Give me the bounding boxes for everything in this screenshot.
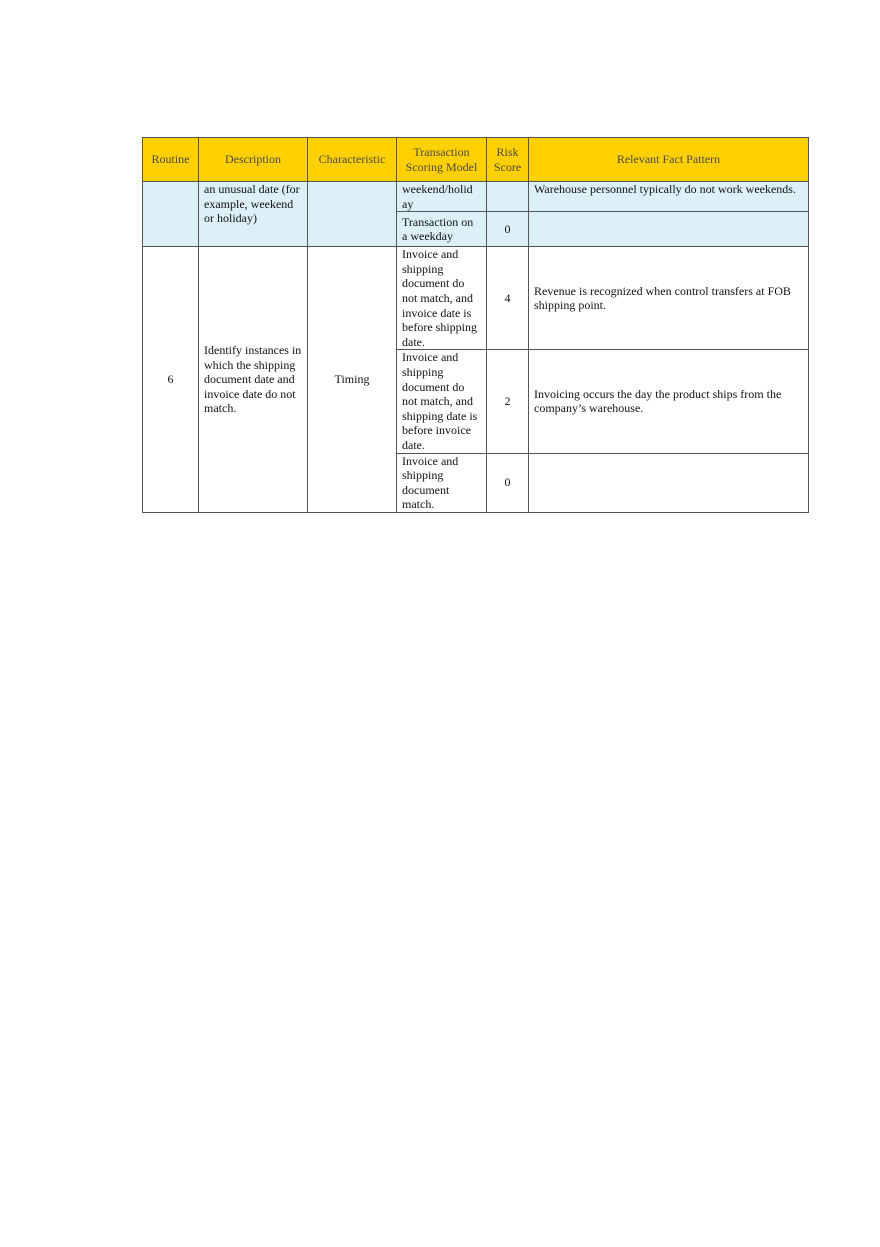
model-cell: Invoice and shipping document do not match, and invoice date is before shipping date.: [397, 247, 487, 350]
table-row: [143, 182, 809, 212]
risk-score-cell: [487, 182, 529, 212]
characteristic-cell: Timing: [308, 247, 397, 513]
risk-score-cell: 0: [487, 212, 529, 247]
header-risk-score: Risk Score: [487, 138, 529, 182]
header-row: [143, 138, 809, 182]
risk-score-cell: 4: [487, 247, 529, 350]
table-row: [143, 247, 809, 350]
risk-score-cell: 0: [487, 453, 529, 512]
header-transaction-scoring-model: Transaction Scoring Model: [397, 138, 487, 182]
fact-pattern-cell: Warehouse personnel typically do not work weekends.: [529, 182, 809, 212]
model-cell: Invoice and shipping document do not match, and shipping date is before invoice date.: [397, 350, 487, 453]
description-cell: Identify instances in which the shipping document date and invoice date do not match.: [199, 247, 308, 513]
fact-pattern-cell: Revenue is recognized when control transfers at FOB shipping point.: [529, 247, 809, 350]
routine-number-cell: 6: [143, 247, 199, 513]
fact-pattern-cell: Invoicing occurs the day the product ships from the company’s warehouse.: [529, 350, 809, 453]
risk-scoring-table: [142, 137, 809, 513]
continued-characteristic-cell: [308, 182, 397, 247]
risk-score-cell: 2: [487, 350, 529, 453]
continued-routine-cell: [143, 182, 199, 247]
fact-pattern-cell: [529, 453, 809, 512]
header-relevant-fact-pattern: Relevant Fact Pattern: [529, 138, 809, 182]
model-cell: weekend/holid ay: [397, 182, 487, 212]
header-description: Description: [199, 138, 308, 182]
header-routine: Routine: [143, 138, 199, 182]
fact-pattern-cell: [529, 212, 809, 247]
model-cell: Transaction on a weekday: [397, 212, 487, 247]
continued-description-cell: an unusual date (for example, weekend or holiday): [199, 182, 308, 247]
header-characteristic: Characteristic: [308, 138, 397, 182]
model-cell: Invoice and shipping document match.: [397, 453, 487, 512]
